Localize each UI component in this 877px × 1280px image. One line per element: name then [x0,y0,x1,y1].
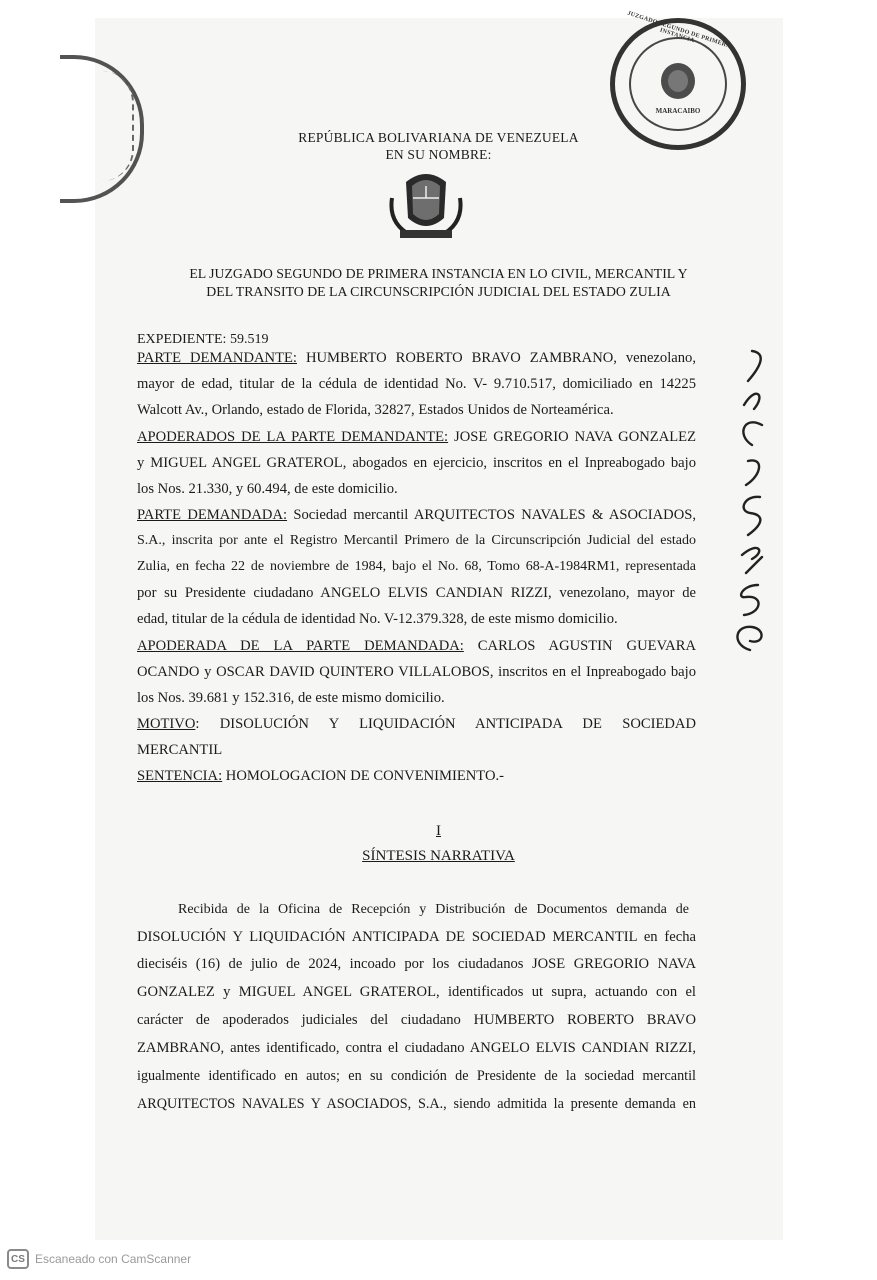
apoderados-label: APODERADOS DE LA PARTE DEMANDANTE: [137,429,449,445]
body-line-5: carácter de apoderados judiciales del ciudadano HUMBERTO ROBERTO BRAVO [137,1012,696,1028]
body-line-8: ARQUITECTOS NAVALES Y ASOCIADOS, S.A., siendo admitida la presente demanda en [137,1096,696,1112]
demandante-line-1: PARTE DEMANDANTE: HUMBERTO ROBERTO BRAVO ZAMBRANO, venezolano, [137,350,696,366]
motivo-line-2: MERCANTIL [137,742,223,758]
section-numeral: I [436,823,441,839]
demandada-line-5: edad, titular de la cédula de identidad No. V-12.379.328, de este mismo domicilio. [137,611,618,627]
camscanner-text: Escaneado con CamScanner [35,1252,192,1266]
seal-text: JUZGADO SEGUNDO DE PRIMERA INSTANCIA [626,10,732,50]
header-en-su-nombre: EN SU NOMBRE: [385,147,492,162]
motivo-label: MOTIVO [137,716,196,732]
apoderados-line-3: los Nos. 21.330, y 60.494, de este domicilio. [137,481,398,497]
header-republic: REPÚBLICA BOLIVARIANA DE VENEZUELA [298,130,579,145]
body-line-1: Recibida de la Oficina de Recepción y Distribución de Documentos demanda de [178,902,689,917]
motivo-line-1: MOTIVO: DISOLUCIÓN Y LIQUIDACIÓN ANTICIPADA DE SOCIEDAD [137,716,696,732]
sentencia-label: SENTENCIA: [137,768,223,784]
apoderados-line-2: y MIGUEL ANGEL GRATEROL, abogados en ejercicio, inscritos en el Inpreabogado bajo [137,455,696,471]
demandante-label: PARTE DEMANDANTE: [137,350,297,366]
body-line-2: DISOLUCIÓN Y LIQUIDACIÓN ANTICIPADA DE SOCIEDAD MERCANTIL en fecha [137,929,696,945]
camscanner-watermark [7,1247,191,1271]
sentencia-value: HOMOLOGACION DE CONVENIMIENTO.- [222,768,504,784]
seal-emblem-icon [655,57,701,103]
demandada-line-1: PARTE DEMANDADA: Sociedad mercantil ARQUITECTOS NAVALES & ASOCIADOS, [137,507,696,523]
seal-city: MARACAIBO [655,107,701,115]
court-name-line-1: EL JUZGADO SEGUNDO DE PRIMERA INSTANCIA EN LO CIVIL, MERCANTIL Y [189,266,688,281]
expediente-label: EXPEDIENTE: [137,332,227,347]
demandada-line-2: S.A., inscrita por ante el Registro Mercantil Primero de la Circunscripción Judicial del estado [137,533,696,548]
coat-of-arms-icon [386,168,466,244]
body-line-6: ZAMBRANO, antes identificado, contra el ciudadano ANGELO ELVIS CANDIAN RIZZI, [137,1040,696,1056]
apoderada-line-2: OCANDO y OSCAR DAVID QUINTERO VILLALOBOS, inscritos en el Inpreabogado bajo [137,664,696,680]
apoderada-line-1: APODERADA DE LA PARTE DEMANDADA: CARLOS AGUSTIN GUEVARA [137,638,696,654]
court-name-line-2: DEL TRANSITO DE LA CIRCUNSCRIPCIÓN JUDICIAL DEL ESTADO ZULIA [206,284,671,299]
apoderada-label: APODERADA DE LA PARTE DEMANDADA: [137,638,464,654]
apoderados-line-1: APODERADOS DE LA PARTE DEMANDANTE: JOSE GREGORIO NAVA GONZALEZ [137,429,696,445]
sentencia [137,768,696,785]
body-line-3: dieciséis (16) de julio de 2024, incoado por los ciudadanos JOSE GREGORIO NAVA [137,956,696,972]
demandada-line-3: Zulia, en fecha 22 de noviembre de 1984, bajo el No. 68, Tomo 68-A-1984RM1, representada [137,559,696,574]
demandada-label: PARTE DEMANDADA: [137,507,288,523]
handwritten-note-signature [722,345,782,665]
demandante-line-2: mayor de edad, titular de la cédula de identidad No. V- 9.710.517, domiciliado en 14225 [137,376,696,392]
expediente [137,332,696,348]
expediente-value: 59.519 [226,332,269,347]
demandante-line-3: Walcott Av., Orlando, estado de Florida, 32827, Estados Unidos de Norteamérica. [137,402,614,418]
body-line-4: GONZALEZ y MIGUEL ANGEL GRATEROL, identificados ut supra, actuando con el [137,984,696,1000]
section-title: SÍNTESIS NARRATIVA [362,848,515,864]
body-line-7: igualmente identificado en autos; en su condición de Presidente de la sociedad mercantil [137,1068,696,1084]
apoderada-line-3: los Nos. 39.681 y 152.316, de este mismo domicilio. [137,690,445,706]
demandada-line-4: por su Presidente ciudadano ANGELO ELVIS CANDIAN RIZZI, venezolano, mayor de [137,585,696,601]
camscanner-logo: CS [7,1249,29,1269]
